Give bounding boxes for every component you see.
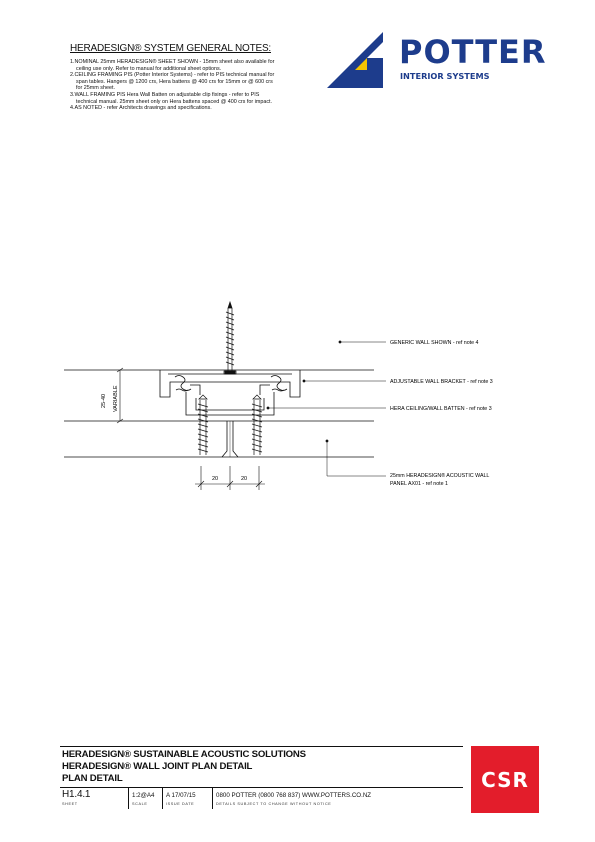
- vertical-dimension-label: VARIABLE: [113, 385, 119, 412]
- title-block-col-3: [212, 787, 213, 809]
- callout-panel-line1: 25mm HERADESIGN® ACOUSTIC WALL: [390, 473, 490, 479]
- horizontal-dimension: [195, 466, 265, 490]
- vertical-dimension-value: 25-40: [101, 393, 107, 408]
- scale-value: 1:2@A4: [132, 792, 155, 799]
- logo-subtitle: INTERIOR SYSTEMS: [400, 71, 490, 81]
- note-line: technical manual. 25mm sheet only on Hera battens spaced @ 400 crs for impact.: [76, 98, 273, 105]
- note-line: for 25mm sheet.: [76, 85, 115, 92]
- note-line: ceiling use only. Refer to manual for additional sheet options.: [76, 65, 222, 72]
- title-line-1: HERADESIGN® SUSTAINABLE ACOUSTIC SOLUTIONS: [62, 749, 306, 760]
- logo-wordmark: POTTER: [399, 33, 547, 71]
- dimension-left-value: 20: [212, 476, 219, 482]
- scale-caption: SCALE: [132, 802, 148, 806]
- notes-title: HERADESIGN® SYSTEM GENERAL NOTES:: [70, 43, 271, 54]
- note-line: span tables. Hangers @ 1200 crs, Hera battens @ 400 crs for 15mm or @ 600 crs: [76, 78, 273, 85]
- panel-joint: [222, 421, 238, 457]
- title-block-rule: [60, 746, 463, 747]
- title-line-3: PLAN DETAIL: [62, 773, 123, 784]
- hera-batten: [186, 385, 274, 415]
- callout-batten: HERA CEILING/WALL BATTEN - ref note 3: [390, 406, 492, 412]
- note-line: 2.CEILING FRAMING PIS (Potter Interior Systems) - refer to PIS technical manual for: [70, 72, 275, 79]
- title-line-2: HERADESIGN® WALL JOINT PLAN DETAIL: [62, 761, 253, 772]
- sheet-number: H1.4.1: [62, 789, 91, 800]
- dimension-right-value: 20: [241, 476, 248, 482]
- issue-date: A 17/07/15: [166, 792, 196, 799]
- note-line: 1.NOMINAL 25mm HERADESIGN® SHEET SHOWN - 15mm sheet also available for: [70, 59, 275, 65]
- issue-caption: ISSUE DATE: [166, 802, 195, 806]
- adjustable-wall-bracket: [160, 370, 300, 397]
- note-line: 3.WALL FRAMING PIS Hera Wall Batten on adjustable clip fixings - refer to PIS: [70, 91, 260, 98]
- title-block-col-1: [128, 787, 129, 809]
- callout-bracket: ADJUSTABLE WALL BRACKET - ref note 3: [390, 379, 493, 385]
- callout-panel-line2: PANEL AX01 - ref note 1: [390, 481, 449, 487]
- panel-screw-left: [198, 395, 208, 455]
- note-line: 4.AS NOTED - refer Architects drawings and specifications.: [70, 105, 212, 112]
- callout-wall: GENERIC WALL SHOWN - ref note 4: [390, 340, 479, 346]
- wall-screw: [224, 302, 236, 374]
- notice-caption: DETAILS SUBJECT TO CHANGE WITHOUT NOTICE: [216, 802, 332, 806]
- contact-line: 0800 POTTER (0800 768 837) WWW.POTTERS.CO.NZ: [216, 792, 372, 799]
- callout-leaders: [267, 341, 386, 476]
- panel-screw-right: [252, 395, 262, 455]
- title-block-col-2: [162, 787, 163, 809]
- sheet-caption: SHEET: [62, 802, 78, 806]
- csr-logo: CSR: [471, 746, 539, 813]
- title-block-divider: [60, 787, 463, 788]
